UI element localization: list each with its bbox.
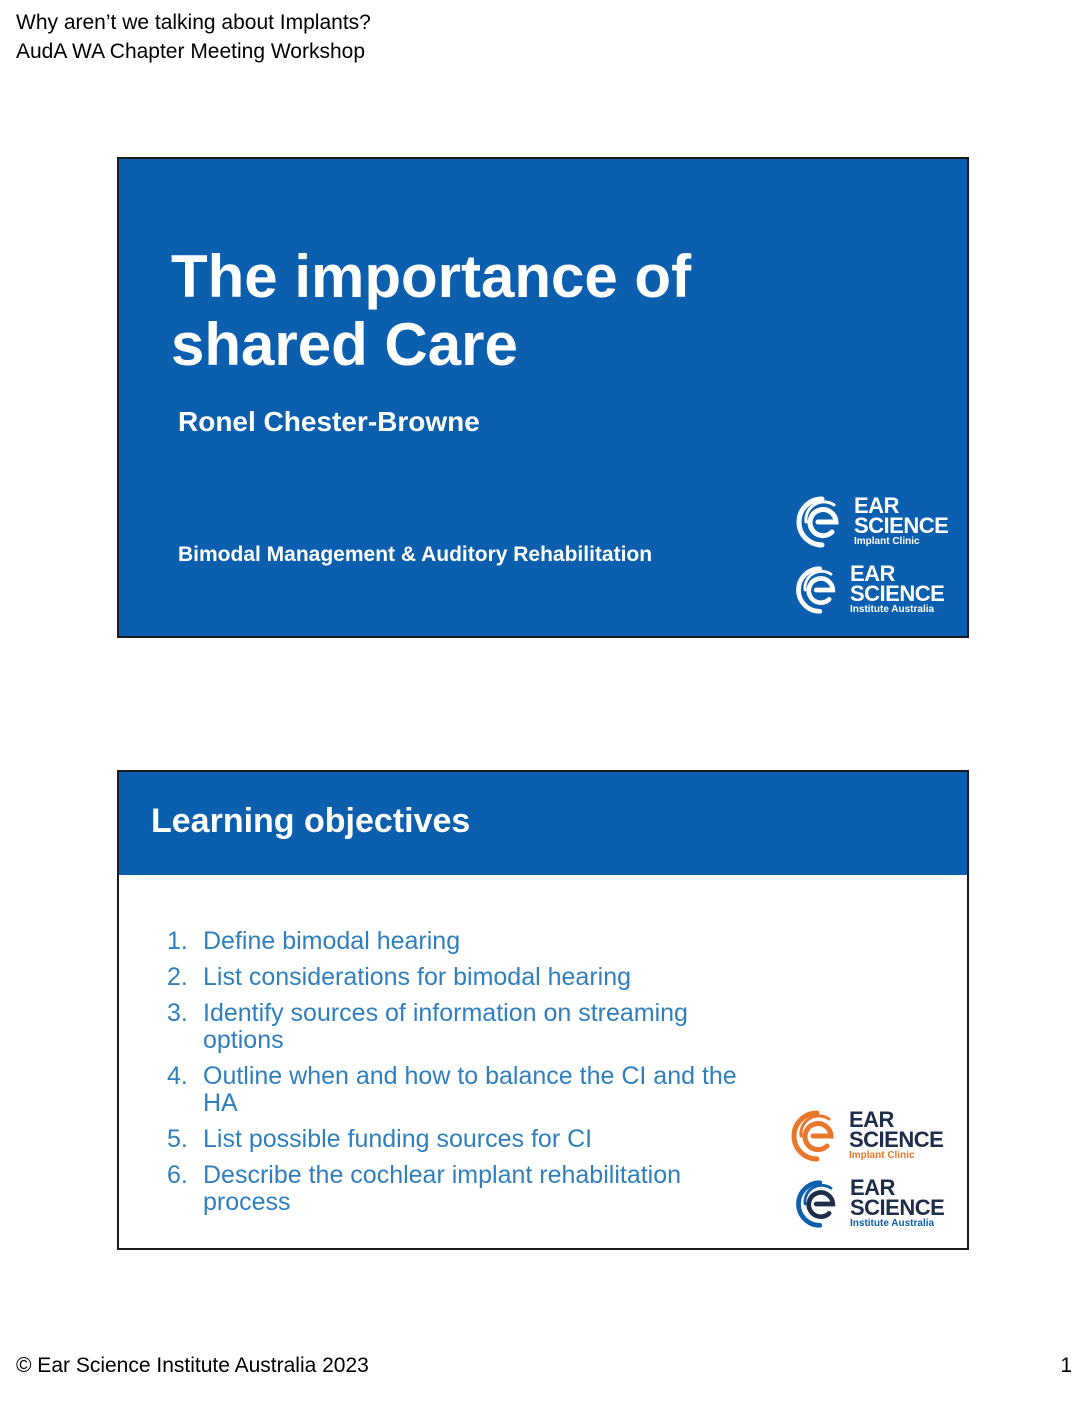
author-name: Ronel Chester-Browne [178,406,480,437]
logo-wordmark-ear: EAR [850,1175,895,1200]
header-subtitle: AudA WA Chapter Meeting Workshop [16,40,366,63]
logo-wordmark-ear: EAR [849,1107,894,1132]
list-item [167,928,767,955]
logo-wordmark-science: SCIENCE [849,1127,944,1152]
page-footer-copyright: © Ear Science Institute Australia 2023 [16,1354,369,1377]
list-item-text: Define bimodal hearing [203,927,461,955]
list-item [167,1000,767,1054]
list-item [167,1063,767,1117]
logo-tagline: Institute Australia [850,1218,935,1229]
list-item-text: List possible funding sources for CI [203,1125,593,1153]
slide-title-line-2: shared Care [171,311,518,378]
page-header [16,8,371,66]
ear-science-logo-icon [792,563,844,617]
logo-tagline: Implant Clinic [854,536,920,547]
list-item-number: 5. [167,1125,188,1153]
slide-header-bar [119,772,967,875]
logo-tagline: Institute Australia [850,604,935,615]
page-number: 1 [1060,1354,1072,1377]
ear-science-institute-logo [792,1177,944,1231]
slide-title [171,243,691,379]
ear-science-logo-icon [787,1107,843,1165]
list-item-number: 2. [167,963,188,991]
list-item-number: 3. [167,999,188,1027]
title-slide [117,157,969,638]
list-item [167,964,767,991]
logo-wordmark-science: SCIENCE [850,581,945,606]
list-item-text: Outline when and how to balance the CI and the HA [203,1062,737,1117]
ear-science-implant-clinic-logo [787,1107,943,1165]
logo-wordmark-ear: EAR [850,561,895,586]
list-item-number: 6. [167,1161,188,1189]
objectives-list [167,928,767,1225]
slide-title: Learning objectives [151,802,471,840]
logo-wordmark-science: SCIENCE [854,513,949,538]
ear-science-institute-logo [792,563,944,617]
ear-science-logo-icon [792,493,848,551]
slide-title-line-1: The importance of [171,243,692,310]
list-item [167,1126,767,1153]
header-title: Why aren’t we talking about Implants? [16,11,371,34]
learning-objectives-slide [117,770,969,1250]
list-item-number: 1. [167,927,188,955]
logo-wordmark-science: SCIENCE [850,1195,945,1220]
logo-tagline: Implant Clinic [849,1150,915,1161]
list-item-text: Describe the cochlear implant rehabilitation process [203,1161,682,1216]
list-item-text: Identify sources of information on streaming options [203,999,688,1054]
list-item-text: List considerations for bimodal hearing [203,963,632,991]
ear-science-implant-clinic-logo [792,493,948,551]
slide-subtitle: Bimodal Management & Auditory Rehabilitation [178,543,653,566]
ear-science-logo-icon [792,1177,844,1231]
list-item-number: 4. [167,1062,188,1090]
logo-wordmark-ear: EAR [854,493,899,518]
list-item [167,1162,767,1216]
